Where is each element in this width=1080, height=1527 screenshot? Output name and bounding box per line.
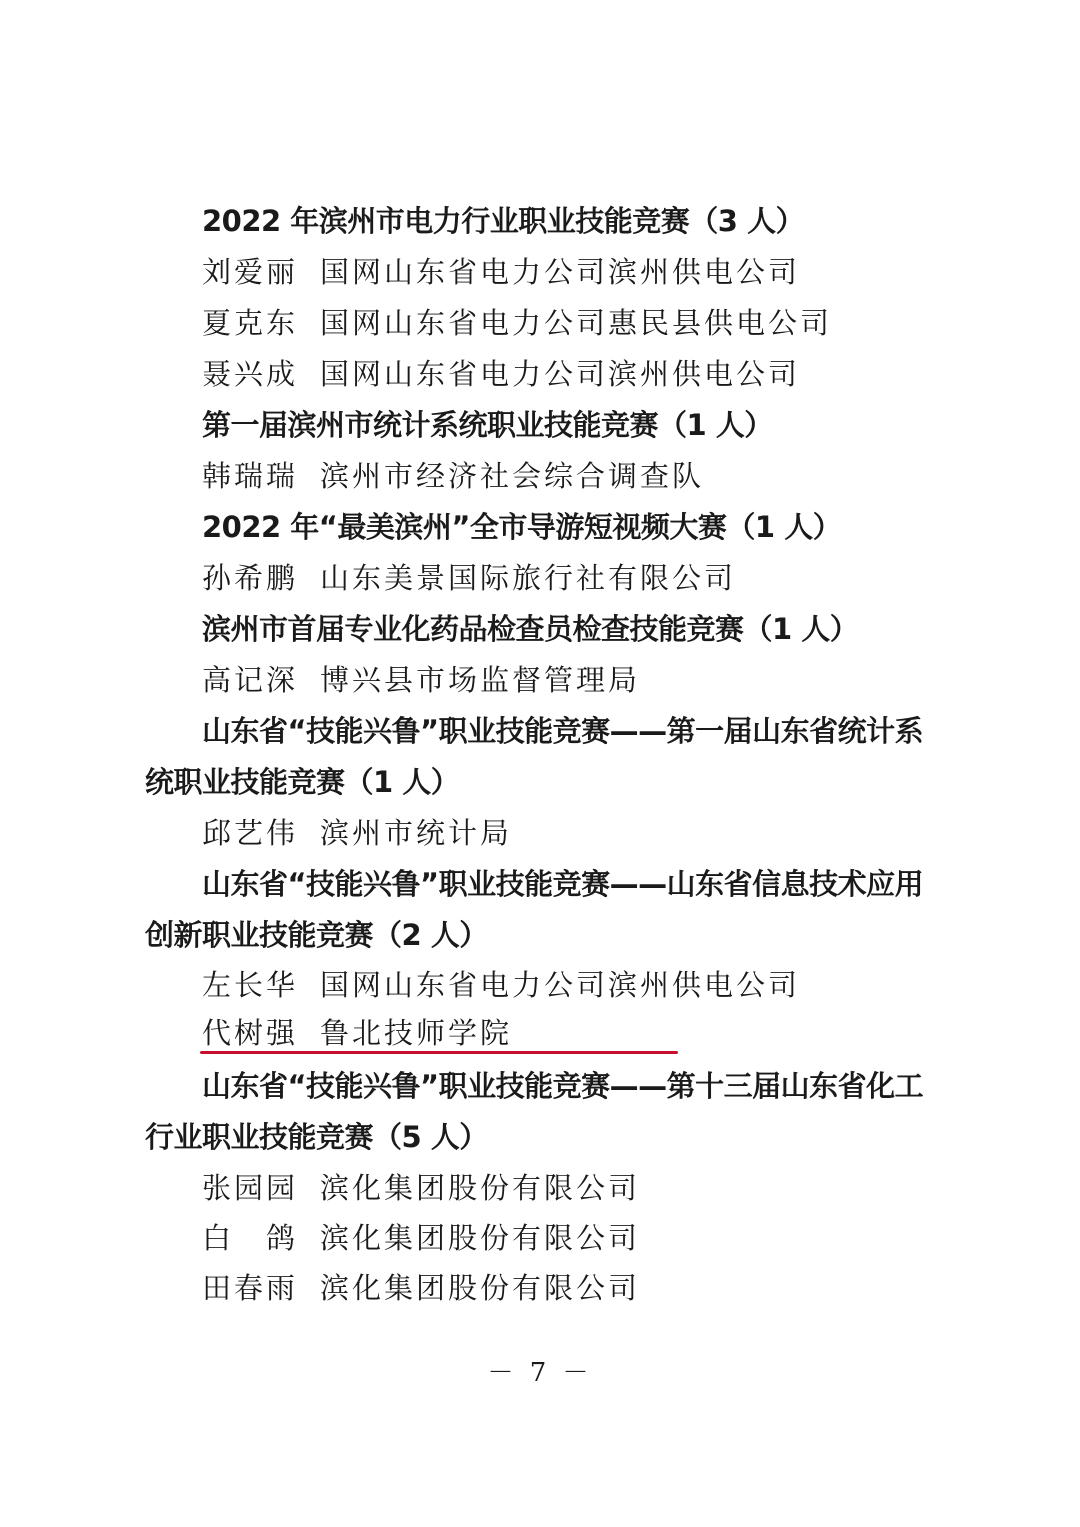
organization: 博兴县市场监督管理局: [320, 663, 641, 697]
organization: 国网山东省电力公司滨州供电公司: [320, 968, 801, 1002]
person-name: 张园园: [202, 1171, 299, 1205]
list-item: [202, 815, 512, 851]
person-name: 韩瑞瑞: [202, 459, 299, 493]
list-item: [202, 254, 800, 290]
red-underline: [200, 1051, 678, 1054]
organization: 鲁北技师学院: [320, 1016, 513, 1050]
list-item: [202, 560, 736, 596]
list-item: [202, 967, 800, 1003]
list-item: [202, 662, 640, 698]
list-item: [202, 1270, 640, 1306]
organization: 滨化集团股份有限公司: [320, 1171, 641, 1205]
section-title-line1: 山东省“技能兴鲁”职业技能竞赛——第一届山东省统计系: [202, 714, 924, 748]
person-name: 孙希鹏: [202, 561, 299, 595]
organization: 山东美景国际旅行社有限公司: [320, 561, 737, 595]
section-title: 2022 年滨州市电力行业职业技能竞赛（3 人）: [202, 204, 805, 238]
section-title-line1: 山东省“技能兴鲁”职业技能竞赛——第十三届山东省化工: [202, 1069, 924, 1103]
organization: 国网山东省电力公司惠民县供电公司: [320, 306, 833, 340]
list-item: [202, 1170, 640, 1206]
person-name: 聂兴成: [202, 357, 299, 391]
person-name: 白 鸽: [202, 1221, 299, 1255]
person-name: 左长华: [202, 968, 299, 1002]
organization: 滨州市统计局: [320, 816, 513, 850]
section-title-line2: 行业职业技能竞赛（5 人）: [145, 1120, 488, 1154]
section-title: 2022 年“最美滨州”全市导游短视频大赛（1 人）: [202, 510, 842, 544]
person-name: 田春雨: [202, 1271, 299, 1305]
section-title: 第一届滨州市统计系统职业技能竞赛（1 人）: [202, 408, 773, 442]
list-item-highlighted: [202, 1015, 512, 1051]
list-item: [202, 1220, 640, 1256]
section-title-line1: 山东省“技能兴鲁”职业技能竞赛——山东省信息技术应用: [202, 867, 924, 901]
organization: 滨化集团股份有限公司: [320, 1271, 641, 1305]
person-name: 高记深: [202, 663, 299, 697]
organization: 滨化集团股份有限公司: [320, 1221, 641, 1255]
list-item: [202, 356, 800, 392]
person-name: 邱艺伟: [202, 816, 299, 850]
section-title-line2: 统职业技能竞赛（1 人）: [145, 765, 460, 799]
section-title-line2: 创新职业技能竞赛（2 人）: [145, 918, 488, 952]
person-name: 刘爱丽: [202, 255, 299, 289]
page-number: － 7 －: [487, 1358, 593, 1388]
list-item: [202, 305, 832, 341]
organization: 国网山东省电力公司滨州供电公司: [320, 255, 801, 289]
section-title: 滨州市首届专业化药品检查员检查技能竞赛（1 人）: [202, 612, 859, 646]
list-item: [202, 458, 704, 494]
person-name: 代树强: [202, 1016, 299, 1050]
person-name: 夏克东: [202, 306, 299, 340]
organization: 国网山东省电力公司滨州供电公司: [320, 357, 801, 391]
organization: 滨州市经济社会综合调查队: [320, 459, 705, 493]
